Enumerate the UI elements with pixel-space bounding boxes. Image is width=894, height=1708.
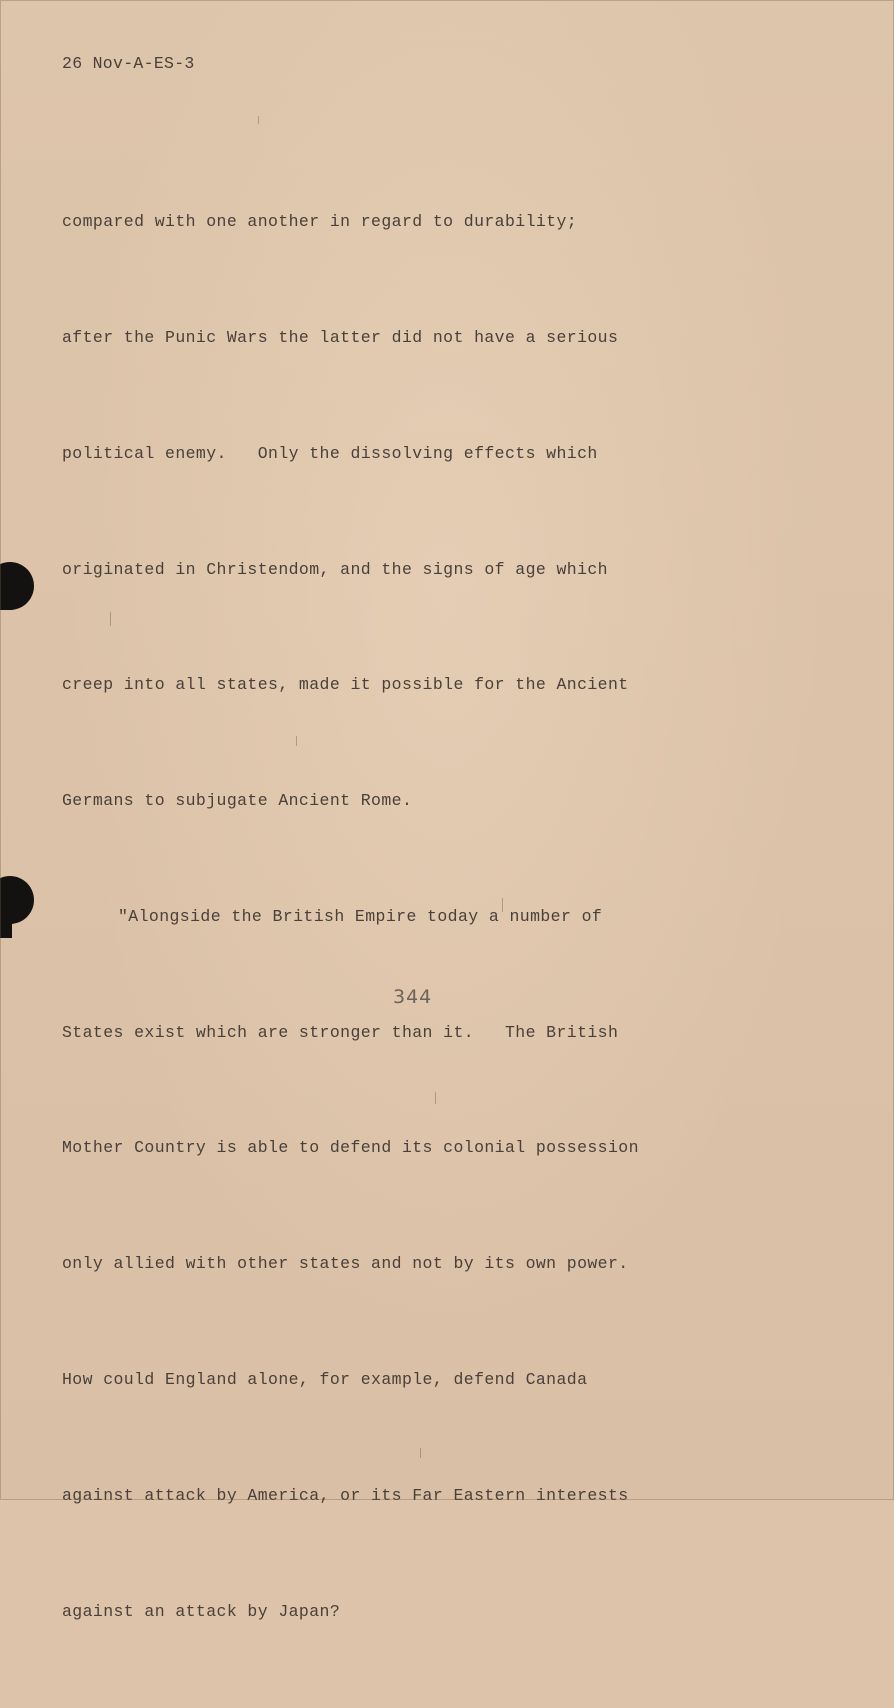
text-line: compared with one another in regard to durability;: [62, 212, 578, 232]
binder-punch-hole-edge: [0, 578, 12, 610]
text-line: originated in Christendom, and the signs of age which: [62, 559, 608, 579]
text-line: Germans to subjugate Ancient Rome.: [62, 791, 413, 811]
text-line: only allied with other states and not by its own power.: [62, 1254, 629, 1274]
paragraph-start-line: "Alongside the British Empire today a number of: [118, 906, 603, 926]
text-line: How could England alone, for example, defend Canada: [62, 1370, 588, 1389]
paper-fiber-mark: [110, 612, 111, 626]
text-line: against an attack by Japan?: [62, 1601, 341, 1621]
paper-fiber-mark: [296, 736, 297, 746]
document-reference-header: 26 Nov-A-ES-3: [62, 54, 195, 73]
paper-fiber-mark: [502, 898, 503, 912]
text-line: political enemy. Only the dissolving effects which: [62, 443, 598, 463]
paper-fiber-mark: [435, 1092, 436, 1104]
text-line: against attack by America, or its Far Eastern interests: [62, 1485, 629, 1505]
binder-punch-hole-edge: [0, 892, 12, 938]
text-line: after the Punic Wars the latter did not have a serious: [62, 327, 619, 347]
body-text: [62, 126, 762, 1708]
text-line: creep into all states, made it possible for the Ancient: [62, 675, 629, 695]
paper-fiber-mark: [420, 1448, 421, 1458]
text-line: Mother Country is able to defend its colonial possession: [62, 1138, 639, 1158]
paper-fiber-mark: [258, 116, 259, 124]
page-number: 344: [393, 986, 433, 1008]
text-line: States exist which are stronger than it. The British: [62, 1022, 619, 1042]
